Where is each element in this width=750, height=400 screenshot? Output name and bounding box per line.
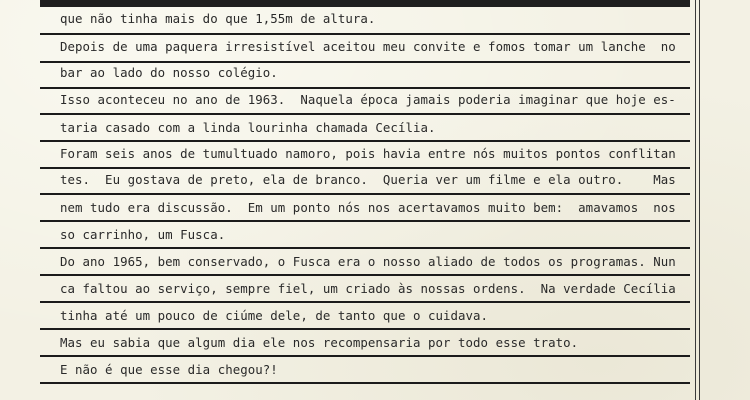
text-line-8: nem tudo era discussão. Em um ponto nós nos acertavamos muito bem: amavamos nos — [60, 200, 676, 215]
text-line-7: tes. Eu gostava de preto, ela de branco. Queria ver um filme e ela outro. Mas — [60, 172, 676, 187]
ruled-line — [40, 33, 690, 35]
ruled-line — [40, 328, 690, 330]
right-margin-line-2 — [699, 0, 700, 400]
text-line-9: so carrinho, um Fusca. — [60, 227, 226, 242]
ruled-line — [40, 274, 690, 276]
text-line-5: taria casado com a linda lourinha chamada Cecília. — [60, 120, 436, 135]
text-line-6: Foram seis anos de tumultuado namoro, pois havia entre nós muitos pontos conflitan — [60, 146, 676, 161]
ruled-line — [40, 382, 690, 384]
ruled-line — [40, 87, 690, 89]
top-rule — [40, 0, 690, 7]
ruled-line — [40, 61, 690, 63]
ruled-line — [40, 167, 690, 169]
ruled-line — [40, 247, 690, 249]
ruled-line — [40, 220, 690, 222]
text-line-13: Mas eu sabia que algum dia ele nos recompensaria por todo esse trato. — [60, 335, 579, 350]
text-line-10: Do ano 1965, bem conservado, o Fusca era o nosso aliado de todos os programas. Nun — [60, 254, 676, 269]
text-line-12: tinha até um pouco de ciúme dele, de tanto que o cuidava. — [60, 308, 489, 323]
text-line-14: E não é que esse dia chegou?! — [60, 362, 278, 377]
text-line-1: que não tinha mais do que 1,55m de altura. — [60, 11, 376, 26]
ruled-line — [40, 301, 690, 303]
text-line-2: Depois de uma paquera irresistível aceitou meu convite e fomos tomar um lanche no — [60, 39, 676, 54]
right-margin-line — [695, 0, 696, 400]
ruled-line — [40, 355, 690, 357]
ruled-line — [40, 140, 690, 142]
text-line-3: bar ao lado do nosso colégio. — [60, 65, 278, 80]
text-line-11: ca faltou ao serviço, sempre fiel, um criado às nossas ordens. Na verdade Cecília — [60, 281, 676, 296]
ruled-line — [40, 113, 690, 115]
ruled-line — [40, 193, 690, 195]
text-line-4: Isso aconteceu no ano de 1963. Naquela época jamais poderia imaginar que hoje es- — [60, 92, 676, 107]
